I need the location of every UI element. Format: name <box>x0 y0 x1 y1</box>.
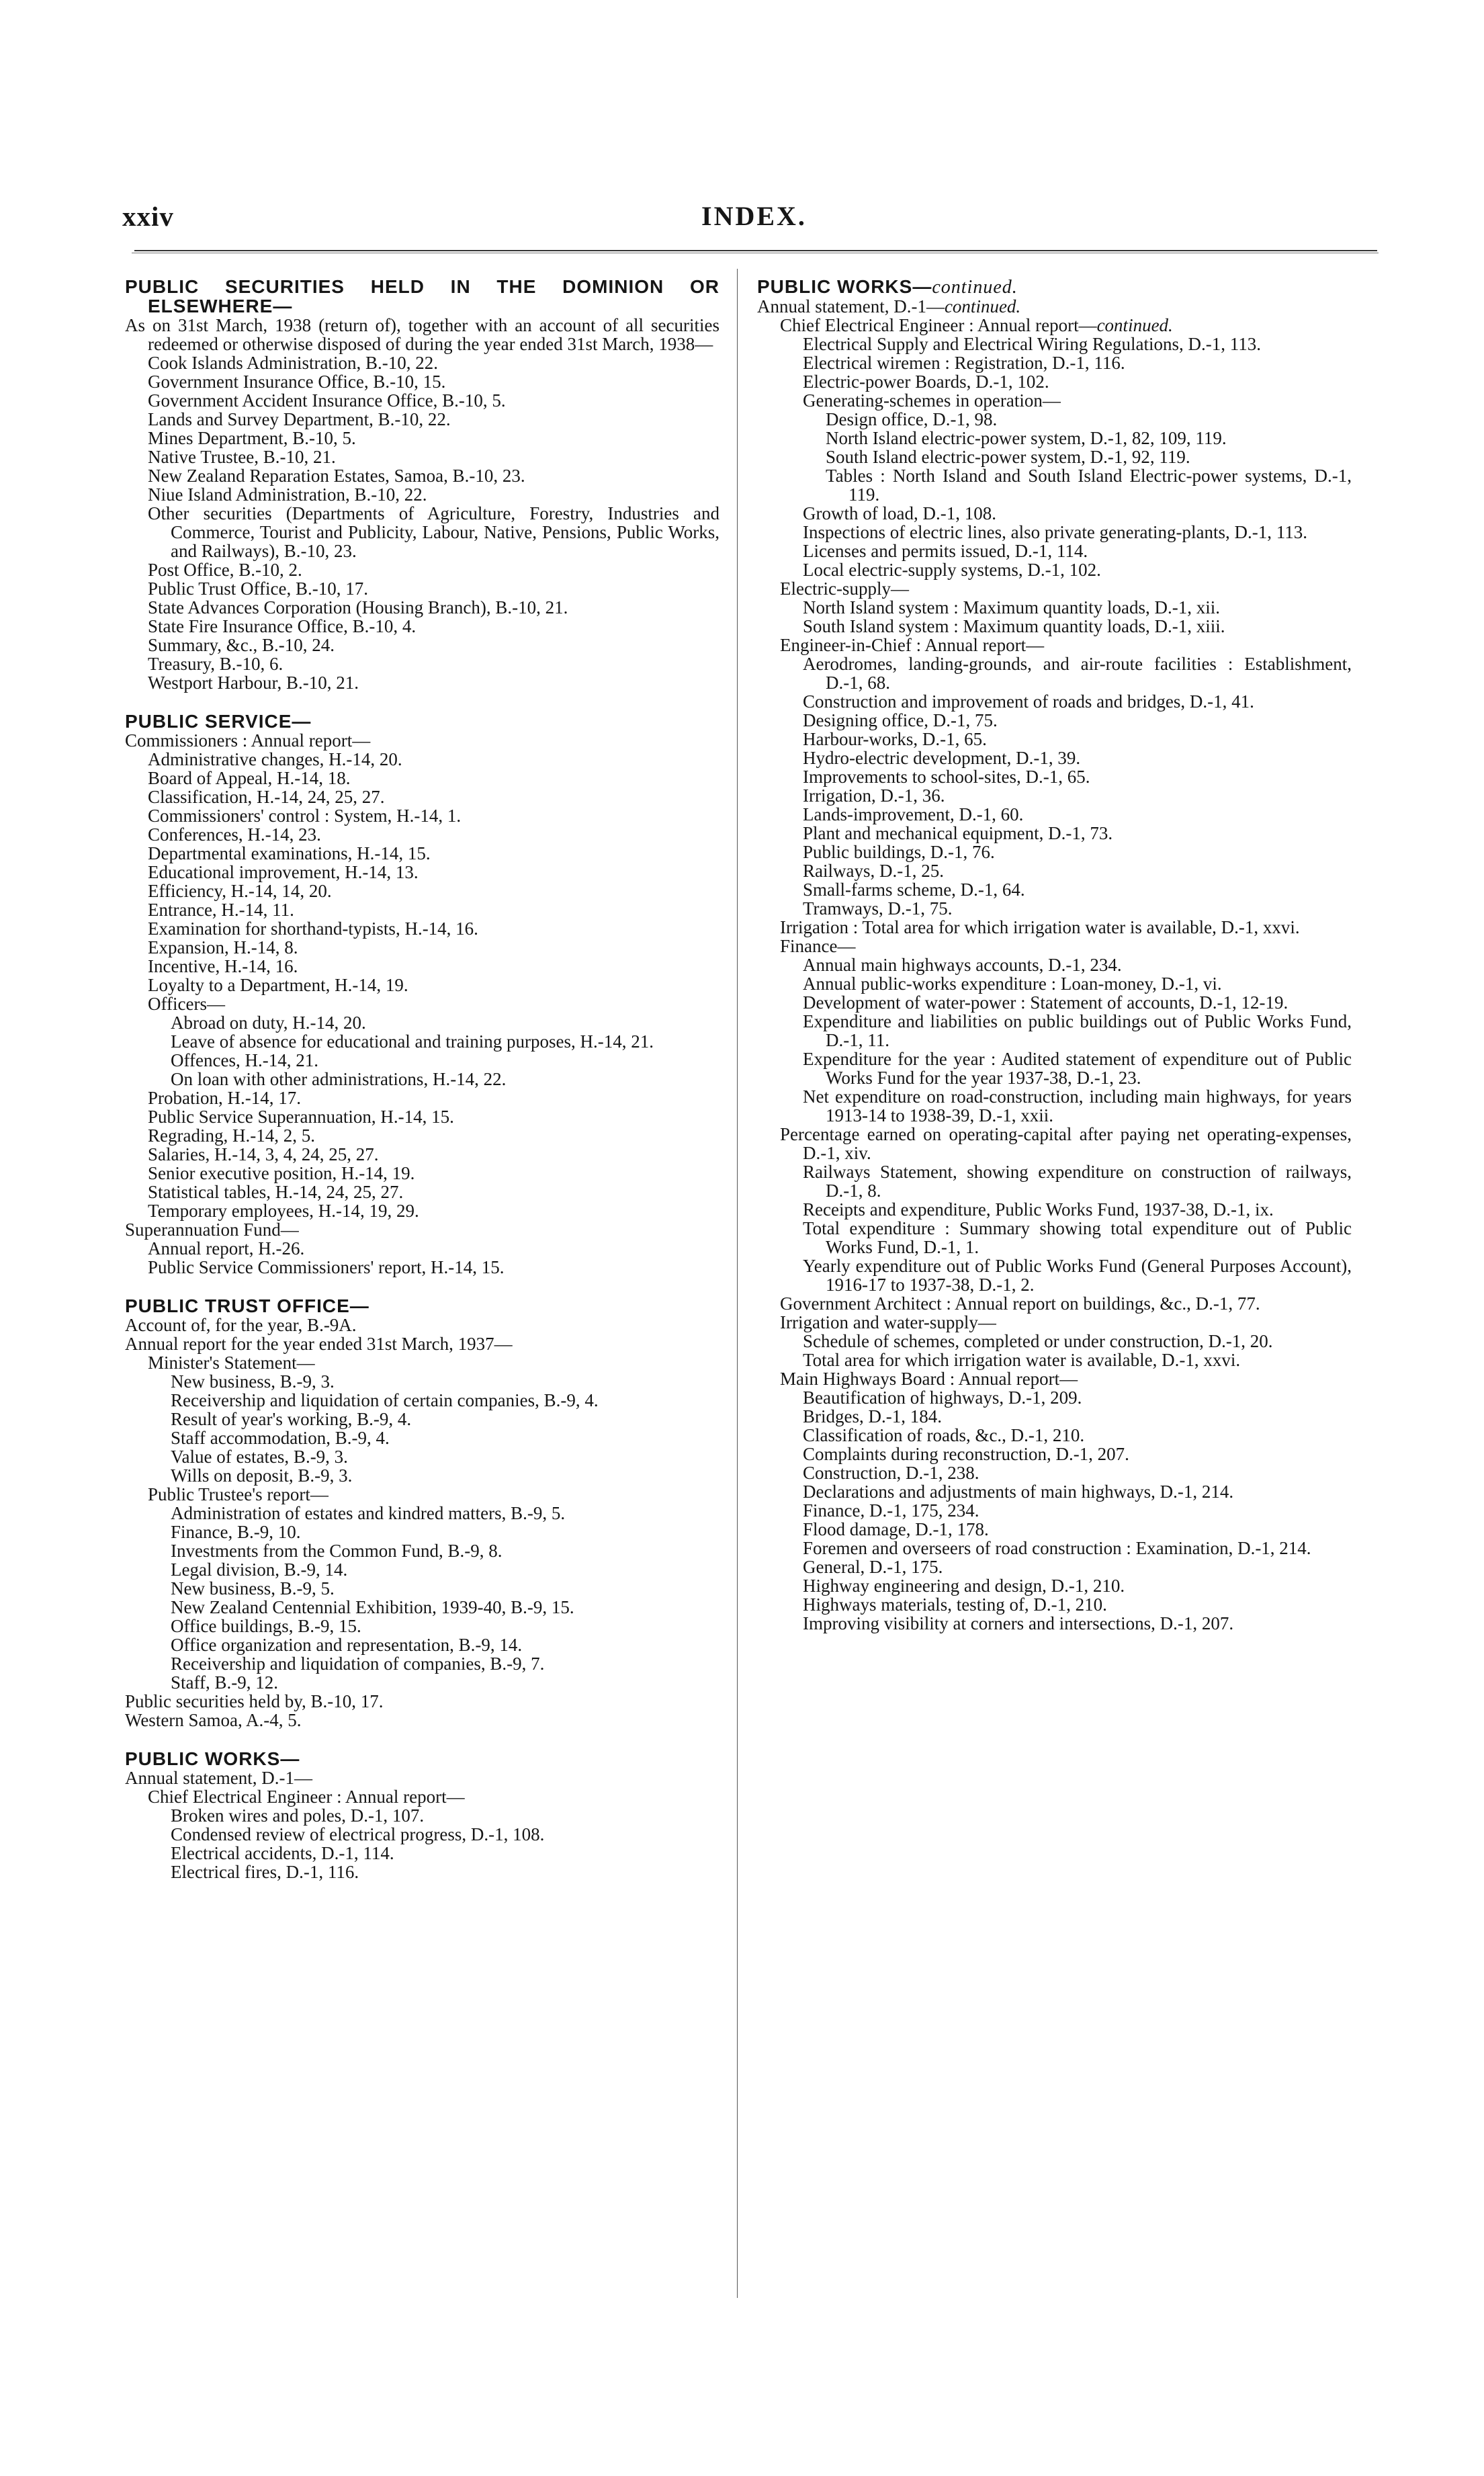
index-entry: Annual report for the year ended 31st March, 1937— <box>125 1334 513 1354</box>
index-entry: Post Office, B.-10, 2. <box>148 560 302 580</box>
index-entry: Railways, D.-1, 25. <box>803 861 944 881</box>
index-entry: Government Accident Insurance Office, B.-10, 5. <box>148 390 506 411</box>
index-entry: Annual report, H.-26. <box>148 1238 305 1258</box>
index-entry: Commissioners : Annual report— <box>125 730 371 751</box>
column-divider <box>737 269 738 2298</box>
index-entry: Government Architect : Annual report on buildings, &c., D.-1, 77. <box>780 1293 1260 1314</box>
index-entry: Development of water-power : Statement of accounts, D.-1, 12-19. <box>803 992 1289 1013</box>
index-entry: Salaries, H.-14, 3, 4, 24, 25, 27. <box>148 1144 379 1164</box>
header-rule <box>134 250 1377 251</box>
index-entry: Highways materials, testing of, D.-1, 210. <box>803 1594 1107 1615</box>
index-entry: North Island system : Maximum quantity loads, D.-1, xii. <box>803 597 1220 617</box>
index-entry: State Advances Corporation (Housing Branch), B.-10, 21. <box>148 597 568 617</box>
index-entry: Administration of estates and kindred matters, B.-9, 5. <box>171 1503 566 1523</box>
index-entry: Hydro-electric development, D.-1, 39. <box>803 748 1081 768</box>
index-entry: Growth of load, D.-1, 108. <box>803 503 996 523</box>
index-entry: Departmental examinations, H.-14, 15. <box>148 843 431 863</box>
index-entry: Irrigation and water-supply— <box>780 1312 996 1332</box>
index-entry: Irrigation, D.-1, 36. <box>803 785 945 806</box>
index-entry: Board of Appeal, H.-14, 18. <box>148 768 351 788</box>
index-entry: Inspections of electric lines, also private generating-plants, D.-1, 113. <box>803 522 1308 542</box>
index-entry: Offences, H.-14, 21. <box>171 1050 318 1070</box>
index-entry: Expenditure for the year : Audited statement of expenditure out of Public Works Fund for the year 1937-38, D.-1, 23. <box>803 1049 1352 1088</box>
index-entry: Public Service Superannuation, H.-14, 15. <box>148 1107 454 1127</box>
index-entry: Percentage earned on operating-capital after paying net operating-expenses, D.-1, xiv. <box>780 1124 1352 1163</box>
index-entry: Abroad on duty, H.-14, 20. <box>171 1013 366 1033</box>
index-entry: Irrigation : Total area for which irrigation water is available, D.-1, xxvi. <box>780 917 1300 937</box>
index-entry: State Fire Insurance Office, B.-10, 4. <box>148 616 417 636</box>
index-entry: Generating-schemes in operation— <box>803 390 1061 411</box>
index-entry: Commissioners' control : System, H.-14, 1. <box>148 806 462 826</box>
index-entry: Office organization and representation, B.-9, 14. <box>171 1635 523 1655</box>
index-heading: PUBLIC WORKS— <box>125 1748 300 1769</box>
index-entry: Electrical fires, D.-1, 116. <box>171 1862 359 1882</box>
index-entry: Mines Department, B.-10, 5. <box>148 428 356 448</box>
index-entry: Net expenditure on road-construction, including main highways, for years 1913-14 to 1938-39, D.-1, xxii. <box>803 1086 1352 1125</box>
index-entry: As on 31st March, 1938 (return of), together with an account of all securities redeemed or otherwise disposed of during the year ended 31st March, 1938— <box>125 315 719 354</box>
right-column <box>757 277 1352 1633</box>
index-entry: Aerodromes, landing-grounds, and air-route facilities : Establishment, D.-1, 68. <box>803 654 1352 693</box>
index-entry: Public Trustee's report— <box>148 1484 329 1504</box>
index-entry: Account of, for the year, B.-9A. <box>125 1315 357 1335</box>
index-entry: Officers— <box>148 994 225 1014</box>
index-heading: PUBLIC TRUST OFFICE— <box>125 1295 369 1316</box>
index-entry: Receipts and expenditure, Public Works Fund, 1937-38, D.-1, ix. <box>803 1199 1274 1220</box>
index-entry: North Island electric-power system, D.-1, 82, 109, 119. <box>826 428 1227 448</box>
index-entry: Minister's Statement— <box>148 1353 315 1373</box>
index-entry: Highway engineering and design, D.-1, 210. <box>803 1576 1125 1596</box>
index-entry: Designing office, D.-1, 75. <box>803 710 998 730</box>
index-entry: Tables : North Island and South Island Electric-power systems, D.-1, 119. <box>826 466 1352 505</box>
index-entry: Annual public-works expenditure : Loan-money, D.-1, vi. <box>803 974 1222 994</box>
index-entry: Value of estates, B.-9, 3. <box>171 1447 348 1467</box>
index-entry: Yearly expenditure out of Public Works Fund (General Purposes Account), 1916-17 to 1937-38, D.-1, 2. <box>803 1256 1352 1295</box>
index-entry: Annual main highways accounts, D.-1, 234. <box>803 955 1122 975</box>
index-entry: Educational improvement, H.-14, 13. <box>148 862 419 882</box>
index-heading: PUBLIC SERVICE— <box>125 711 312 732</box>
index-entry: Classification of roads, &c., D.-1, 210. <box>803 1425 1085 1445</box>
index-entry: Expansion, H.-14, 8. <box>148 937 298 957</box>
index-entry: Western Samoa, A.-4, 5. <box>125 1710 302 1730</box>
index-entry: Classification, H.-14, 24, 25, 27. <box>148 787 385 807</box>
index-entry: Result of year's working, B.-9, 4. <box>171 1409 412 1429</box>
index-heading: PUBLIC WORKS—continued. <box>757 276 1018 298</box>
index-entry: Improving visibility at corners and intersections, D.-1, 207. <box>803 1613 1234 1633</box>
index-entry: Annual statement, D.-1—continued. <box>757 296 1021 316</box>
index-entry: Entrance, H.-14, 11. <box>148 900 294 920</box>
page-title: INDEX. <box>701 201 807 231</box>
index-entry: Public buildings, D.-1, 76. <box>803 842 995 862</box>
index-entry: Engineer-in-Chief : Annual report— <box>780 635 1045 655</box>
index-entry: Tramways, D.-1, 75. <box>803 898 953 919</box>
index-entry: Improvements to school-sites, D.-1, 65. <box>803 767 1090 787</box>
index-entry: Expenditure and liabilities on public buildings out of Public Works Fund, D.-1, 11. <box>803 1011 1352 1050</box>
index-entry: Receivership and liquidation of certain companies, B.-9, 4. <box>171 1390 599 1410</box>
index-entry: South Island system : Maximum quantity loads, D.-1, xiii. <box>803 616 1225 636</box>
index-entry: Electric-supply— <box>780 579 909 599</box>
index-entry: Staff accommodation, B.-9, 4. <box>171 1428 390 1448</box>
index-entry: Plant and mechanical equipment, D.-1, 73. <box>803 823 1113 843</box>
index-heading: PUBLIC SECURITIES HELD IN THE DOMINION OR ELSEWHERE— <box>125 276 719 316</box>
page-number: xxiv <box>122 201 174 232</box>
index-entry: Complaints during reconstruction, D.-1, 207. <box>803 1444 1129 1464</box>
index-entry: New Zealand Reparation Estates, Samoa, B.-10, 23. <box>148 466 525 486</box>
index-entry: Summary, &c., B.-10, 24. <box>148 635 335 655</box>
index-entry: Treasury, B.-10, 6. <box>148 654 283 674</box>
index-entry: Finance, B.-9, 10. <box>171 1522 301 1542</box>
index-entry: Small-farms scheme, D.-1, 64. <box>803 880 1025 900</box>
index-entry: On loan with other administrations, H.-14, 22. <box>171 1069 507 1089</box>
index-entry: Harbour-works, D.-1, 65. <box>803 729 987 749</box>
index-entry: Office buildings, B.-9, 15. <box>171 1616 361 1636</box>
index-entry: Local electric-supply systems, D.-1, 102. <box>803 560 1101 580</box>
index-entry: Loyalty to a Department, H.-14, 19. <box>148 975 408 995</box>
index-entry: Electric-power Boards, D.-1, 102. <box>803 372 1049 392</box>
index-entry: Schedule of schemes, completed or under construction, D.-1, 20. <box>803 1331 1273 1351</box>
index-entry: Lands-improvement, D.-1, 60. <box>803 804 1024 824</box>
index-entry: Temporary employees, H.-14, 19, 29. <box>148 1201 419 1221</box>
index-entry: Receivership and liquidation of companies, B.-9, 7. <box>171 1654 545 1674</box>
index-entry: Total area for which irrigation water is available, D.-1, xxvi. <box>803 1350 1241 1370</box>
index-entry: New business, B.-9, 5. <box>171 1578 335 1598</box>
index-entry: Investments from the Common Fund, B.-9, 8. <box>171 1541 503 1561</box>
index-entry: Condensed review of electrical progress, D.-1, 108. <box>171 1824 545 1844</box>
index-entry: Probation, H.-14, 17. <box>148 1088 301 1108</box>
index-entry: Broken wires and poles, D.-1, 107. <box>171 1805 425 1826</box>
index-entry: New business, B.-9, 3. <box>171 1371 335 1392</box>
index-entry: Electrical Supply and Electrical Wiring Regulations, D.-1, 113. <box>803 334 1261 354</box>
index-entry: Design office, D.-1, 98. <box>826 409 998 429</box>
index-entry: Westport Harbour, B.-10, 21. <box>148 673 359 693</box>
index-entry: South Island electric-power system, D.-1, 92, 119. <box>826 447 1190 467</box>
index-entry: Beautification of highways, D.-1, 209. <box>803 1388 1082 1408</box>
index-entry: Cook Islands Administration, B.-10, 22. <box>148 353 438 373</box>
index-entry: Superannuation Fund— <box>125 1220 299 1240</box>
index-entry: Bridges, D.-1, 184. <box>803 1406 942 1426</box>
index-entry: Regrading, H.-14, 2, 5. <box>148 1125 315 1146</box>
index-entry: Railways Statement, showing expenditure on construction of railways, D.-1, 8. <box>803 1162 1352 1201</box>
index-entry: Native Trustee, B.-10, 21. <box>148 447 336 467</box>
index-entry: Electrical accidents, D.-1, 114. <box>171 1843 394 1863</box>
index-entry: Flood damage, D.-1, 178. <box>803 1519 989 1539</box>
index-entry: Leave of absence for educational and training purposes, H.-14, 21. <box>171 1031 654 1052</box>
page-header <box>0 0 1484 269</box>
index-entry: Public Trust Office, B.-10, 17. <box>148 579 369 599</box>
index-entry: General, D.-1, 175. <box>803 1557 943 1577</box>
index-entry: Niue Island Administration, B.-10, 22. <box>148 484 427 505</box>
index-entry: Efficiency, H.-14, 14, 20. <box>148 881 332 901</box>
index-entry: Finance— <box>780 936 856 956</box>
index-entry: Lands and Survey Department, B.-10, 22. <box>148 409 451 429</box>
index-entry: Declarations and adjustments of main highways, D.-1, 214. <box>803 1482 1234 1502</box>
index-entry: Chief Electrical Engineer : Annual report—continued. <box>780 315 1173 335</box>
index-entry: Electrical wiremen : Registration, D.-1, 116. <box>803 353 1125 373</box>
index-entry: New Zealand Centennial Exhibition, 1939-40, B.-9, 15. <box>171 1597 574 1617</box>
index-entry: Senior executive position, H.-14, 19. <box>148 1163 415 1183</box>
index-entry: Other securities (Departments of Agriculture, Forestry, Industries and Commerce, Tourist and Publicity, Labour, Native, Pensions, Public Works, and Railways), B.-10, 23. <box>148 503 719 561</box>
index-entry: Public securities held by, B.-10, 17. <box>125 1691 384 1711</box>
index-entry: Construction and improvement of roads and bridges, D.-1, 41. <box>803 691 1254 712</box>
index-entry: Annual statement, D.-1— <box>125 1768 312 1788</box>
index-entry: Incentive, H.-14, 16. <box>148 956 298 976</box>
index-entry: Construction, D.-1, 238. <box>803 1463 979 1483</box>
index-entry: Public Service Commissioners' report, H.-14, 15. <box>148 1257 505 1277</box>
index-entry: Administrative changes, H.-14, 20. <box>148 749 402 769</box>
index-entry: Legal division, B.-9, 14. <box>171 1560 348 1580</box>
index-entry: Finance, D.-1, 175, 234. <box>803 1500 979 1521</box>
index-entry: Licenses and permits issued, D.-1, 114. <box>803 541 1088 561</box>
index-entry: Chief Electrical Engineer : Annual report— <box>148 1787 465 1807</box>
index-entry: Government Insurance Office, B.-10, 15. <box>148 372 446 392</box>
index-entry: Foremen and overseers of road construction : Examination, D.-1, 214. <box>803 1538 1311 1558</box>
index-entry: Conferences, H.-14, 23. <box>148 824 321 845</box>
index-entry: Wills on deposit, B.-9, 3. <box>171 1465 353 1486</box>
index-entry: Total expenditure : Summary showing total expenditure out of Public Works Fund, D.-1, 1. <box>803 1218 1352 1257</box>
left-column <box>125 277 719 1881</box>
index-entry: Main Highways Board : Annual report— <box>780 1369 1078 1389</box>
index-entry: Staff, B.-9, 12. <box>171 1672 278 1693</box>
index-entry: Examination for shorthand-typists, H.-14, 16. <box>148 919 478 939</box>
index-entry: Statistical tables, H.-14, 24, 25, 27. <box>148 1182 404 1202</box>
